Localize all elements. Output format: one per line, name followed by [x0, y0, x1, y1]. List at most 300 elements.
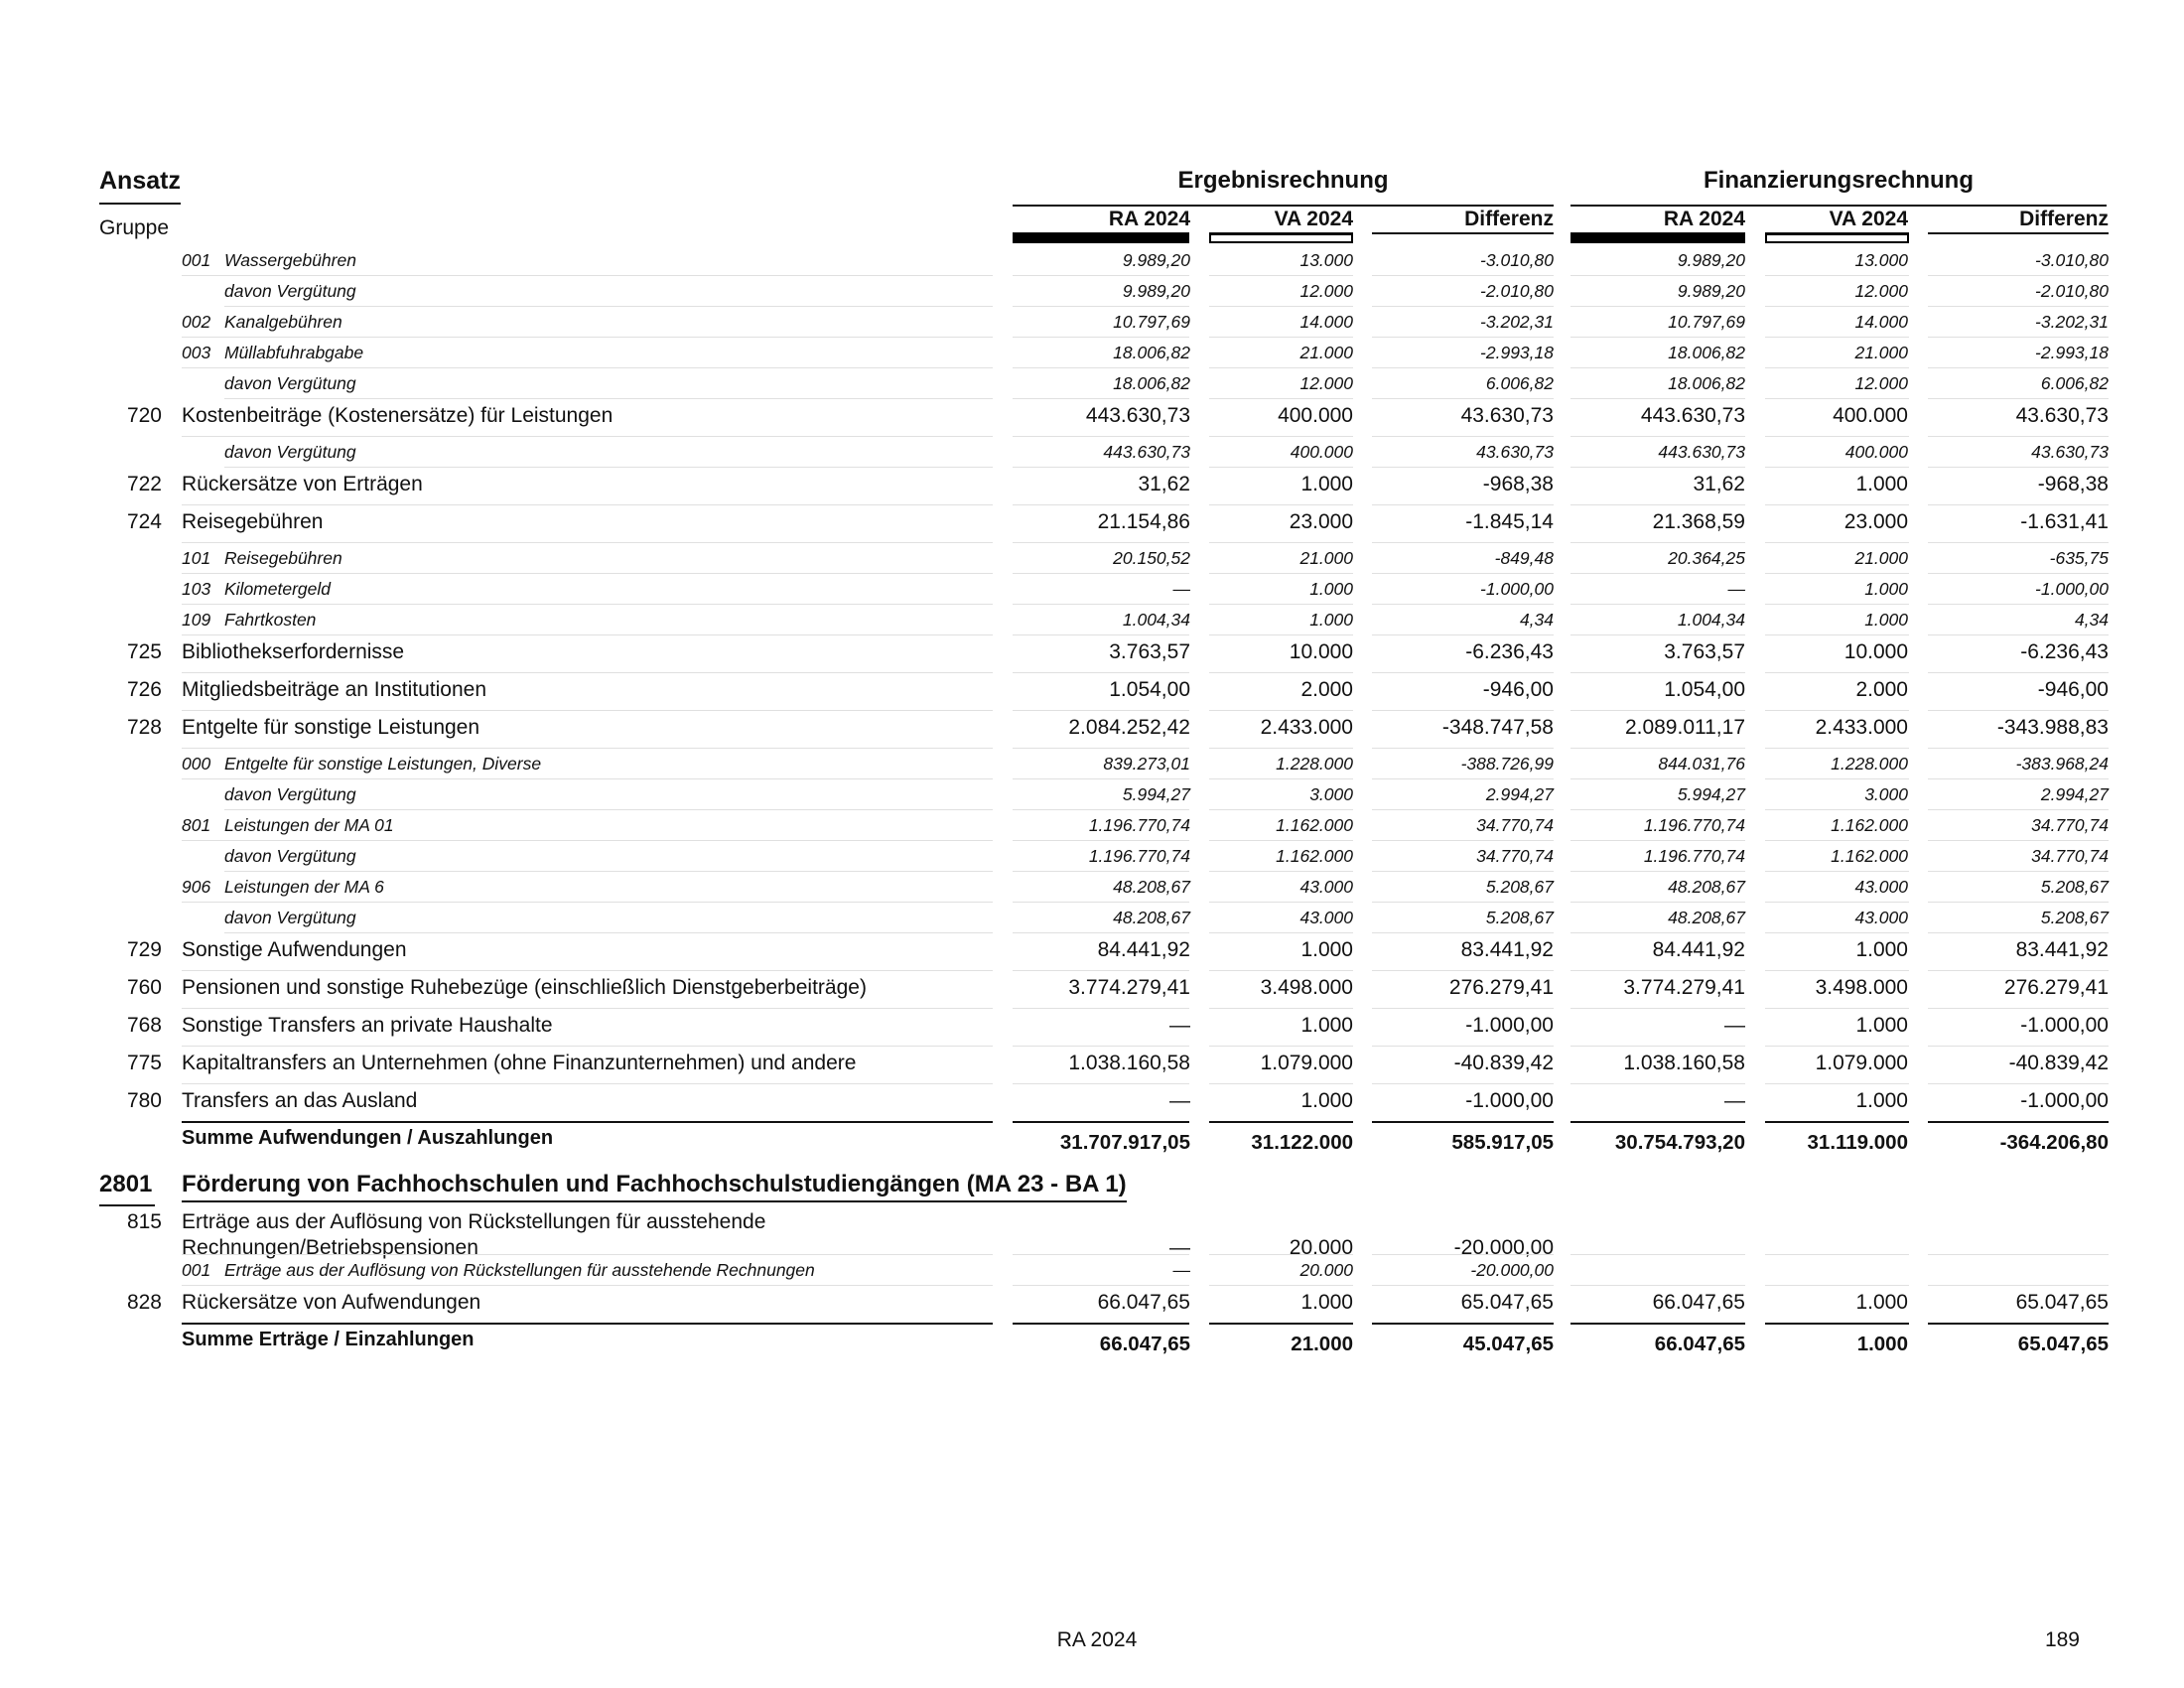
- cell-value: 18.006,82: [1668, 373, 1745, 393]
- row-separator: [1570, 840, 1745, 841]
- cell-value: 400.000: [1290, 442, 1353, 462]
- row-separator: [1209, 467, 1353, 468]
- row-separator: [1765, 1008, 1909, 1009]
- row-separator: [1013, 398, 1189, 399]
- cell-value: 276.279,41: [2003, 976, 2109, 999]
- cell-value: -3.010,80: [2035, 250, 2109, 270]
- row-separator: [1765, 367, 1909, 368]
- row-separator: [1765, 275, 1909, 276]
- cell-value: 3.763,57: [1109, 640, 1190, 663]
- cell-value: 48.208,67: [1668, 908, 1745, 927]
- cell-value: 6.006,82: [1485, 373, 1554, 393]
- cell-value: 43.000: [1299, 877, 1353, 897]
- cell-value: -946,00: [2037, 678, 2109, 701]
- row-separator: [1928, 1083, 2109, 1084]
- cell-value: 13.000: [1854, 250, 1908, 270]
- row-separator: [182, 902, 993, 903]
- row-separator: [1013, 604, 1189, 605]
- cell-value: 400.000: [1278, 404, 1353, 427]
- cell-value: 21.000: [1854, 343, 1908, 362]
- cell-value: 6.006,82: [2040, 373, 2109, 393]
- cell-value: 12.000: [1854, 373, 1908, 393]
- cell-value: 43.630,73: [1460, 404, 1554, 427]
- row-separator: [1570, 1008, 1745, 1009]
- group-heading-ergebnisrechnung: Ergebnisrechnung: [1177, 167, 1389, 194]
- cell-value: -383.968,24: [2015, 754, 2109, 774]
- cell-value: 66.047,65: [1097, 1291, 1190, 1314]
- row-separator: [1372, 778, 1554, 779]
- row-label: Kilometergeld: [224, 579, 331, 599]
- row-separator: [1209, 604, 1353, 605]
- row-code: 828: [126, 1291, 162, 1314]
- row-code: 720: [126, 404, 162, 427]
- sum-label: Summe Aufwendungen / Auszahlungen: [182, 1127, 554, 1149]
- row-separator: [1570, 634, 1745, 635]
- row-code: 000: [182, 754, 211, 774]
- cell-value: 5.994,27: [1677, 784, 1745, 804]
- row-separator: [1013, 871, 1189, 872]
- row-separator: [1570, 306, 1745, 307]
- row-label: Rückersätze von Erträgen: [182, 473, 423, 495]
- row-separator: [1765, 1121, 1909, 1123]
- cell-value: 66.047,65: [1654, 1333, 1745, 1355]
- row-separator: [1765, 932, 1909, 933]
- cell-value: 5.994,27: [1122, 784, 1190, 804]
- row-separator: [1570, 467, 1745, 468]
- row-separator: [182, 1008, 993, 1009]
- cell-value: 1.228.000: [1831, 754, 1908, 774]
- table-row: [0, 1210, 2184, 1260]
- row-separator: [1928, 710, 2109, 711]
- cell-value: 12.000: [1299, 373, 1353, 393]
- row-separator: [1570, 1121, 1745, 1123]
- row-separator: [1372, 871, 1554, 872]
- row-label: Transfers an das Ausland: [182, 1089, 418, 1112]
- row-code: 780: [126, 1089, 162, 1112]
- row-separator: [1928, 367, 2109, 368]
- row-code: 768: [126, 1014, 162, 1037]
- row-separator: [1209, 436, 1353, 437]
- cell-value: -1.000,00: [2020, 1089, 2109, 1112]
- row-separator: [224, 809, 993, 810]
- cell-value: 43.000: [1854, 908, 1908, 927]
- cell-value: -968,38: [2037, 473, 2109, 495]
- cell-value: 31,62: [1138, 473, 1190, 495]
- row-separator: [182, 542, 993, 543]
- cell-value: 30.754.793,20: [1614, 1131, 1745, 1154]
- row-code: 760: [126, 976, 162, 999]
- column-header-fr-va: VA 2024: [1829, 208, 1908, 230]
- cell-value: 10.797,69: [1668, 312, 1745, 332]
- row-separator: [1765, 809, 1909, 810]
- row-separator: [1372, 1046, 1554, 1047]
- row-separator: [1928, 1323, 2109, 1325]
- cell-value: 20.000: [1289, 1236, 1353, 1259]
- table-row: [0, 716, 2184, 754]
- cell-value: -1.000,00: [1480, 579, 1554, 599]
- row-separator: [1765, 778, 1909, 779]
- column-header-er-va: VA 2024: [1274, 208, 1353, 230]
- column-rule: [1928, 232, 2109, 234]
- row-separator: [1372, 398, 1554, 399]
- cell-value: 21.154,86: [1097, 510, 1190, 533]
- cell-value: 4,34: [1519, 610, 1554, 630]
- cell-value: 1.162.000: [1276, 846, 1353, 866]
- cell-value: 2.994,27: [2040, 784, 2109, 804]
- row-separator: [1570, 932, 1745, 933]
- cell-value: —: [1724, 1089, 1745, 1112]
- cell-value: -1.000,00: [1465, 1089, 1554, 1112]
- table-row: [0, 640, 2184, 678]
- cell-value: —: [1172, 1260, 1190, 1280]
- table-row: [0, 610, 2184, 640]
- cell-value: 1.196.770,74: [1643, 815, 1745, 835]
- cell-value: 443.630,73: [1658, 442, 1745, 462]
- section-code-underline: [99, 1204, 155, 1206]
- cell-value: 34.770,74: [2031, 815, 2109, 835]
- row-separator: [1209, 710, 1353, 711]
- row-separator: [1928, 1121, 2109, 1123]
- row-separator: [1570, 871, 1745, 872]
- row-code: 728: [126, 716, 162, 739]
- row-separator: [1013, 634, 1189, 635]
- cell-value: 2.000: [1855, 678, 1908, 701]
- cell-value: -2.010,80: [2035, 281, 2109, 301]
- row-separator: [1013, 778, 1189, 779]
- row-separator: [1765, 1254, 1909, 1255]
- row-separator: [1570, 672, 1745, 673]
- row-separator: [1570, 1254, 1745, 1255]
- table-row: [0, 908, 2184, 938]
- cell-value: —: [1169, 1014, 1190, 1037]
- cell-value: -1.000,00: [2035, 579, 2109, 599]
- cell-value: 43.000: [1299, 908, 1353, 927]
- group-heading-finanzierungsrechnung: Finanzierungsrechnung: [1703, 167, 1974, 194]
- cell-value: 9.989,20: [1677, 281, 1745, 301]
- row-separator: [1928, 778, 2109, 779]
- row-separator: [1013, 275, 1189, 276]
- cell-value: 65.047,65: [2015, 1291, 2109, 1314]
- cell-value: -1.000,00: [1465, 1014, 1554, 1037]
- row-separator: [1928, 748, 2109, 749]
- row-separator: [1570, 809, 1745, 810]
- row-separator: [1765, 1323, 1909, 1325]
- row-separator: [1209, 778, 1353, 779]
- row-separator: [1765, 467, 1909, 468]
- row-separator: [1372, 1254, 1554, 1255]
- row-separator: [1013, 710, 1189, 711]
- row-separator: [1928, 573, 2109, 574]
- cell-value: 1.054,00: [1664, 678, 1745, 701]
- row-separator: [1765, 672, 1909, 673]
- sum-row: [0, 1127, 2184, 1167]
- table-row: [0, 510, 2184, 548]
- row-code: 801: [182, 815, 211, 835]
- cell-value: 34.770,74: [1476, 815, 1554, 835]
- row-separator: [1013, 573, 1189, 574]
- row-separator: [1372, 542, 1554, 543]
- row-separator: [1928, 1285, 2109, 1286]
- cell-value: 23.000: [1289, 510, 1353, 533]
- row-separator: [1570, 710, 1745, 711]
- cell-value: 84.441,92: [1097, 938, 1190, 961]
- table-row: [0, 250, 2184, 281]
- row-separator: [1372, 970, 1554, 971]
- row-separator: [1013, 1285, 1189, 1286]
- table-row: [0, 442, 2184, 473]
- table-row: [0, 1052, 2184, 1089]
- cell-value: 21.000: [1291, 1333, 1353, 1355]
- row-separator: [1013, 748, 1189, 749]
- cell-value: -6.236,43: [1465, 640, 1554, 663]
- section-code: 2801: [99, 1171, 153, 1197]
- row-separator: [1928, 504, 2109, 505]
- row-separator: [1570, 970, 1745, 971]
- cell-value: 23.000: [1843, 510, 1908, 533]
- row-code: 724: [126, 510, 162, 533]
- cell-value: 20.150,52: [1113, 548, 1190, 568]
- cell-value: 5.208,67: [2040, 877, 2109, 897]
- table-row: [0, 815, 2184, 846]
- cell-value: 9.989,20: [1122, 281, 1190, 301]
- va-indicator-bar: [1765, 233, 1909, 243]
- cell-value: 5.208,67: [2040, 908, 2109, 927]
- row-separator: [1372, 932, 1554, 933]
- cell-value: 1.000: [1864, 579, 1908, 599]
- row-separator: [1209, 367, 1353, 368]
- cell-value: 3.498.000: [1260, 976, 1353, 999]
- cell-value: -1.000,00: [2020, 1014, 2109, 1037]
- row-separator: [182, 367, 993, 368]
- row-separator: [1209, 1285, 1353, 1286]
- column-header-er-diff: Differenz: [1464, 208, 1554, 230]
- row-label-continued: Rechnungen/Betriebspensionen: [182, 1236, 478, 1259]
- cell-value: 48.208,67: [1113, 877, 1190, 897]
- row-separator: [1570, 275, 1745, 276]
- cell-value: -388.726,99: [1460, 754, 1554, 774]
- row-separator: [1928, 1008, 2109, 1009]
- cell-value: 12.000: [1299, 281, 1353, 301]
- ansatz-underline: [99, 203, 181, 205]
- row-separator: [1209, 1046, 1353, 1047]
- cell-value: 844.031,76: [1658, 754, 1745, 774]
- row-separator: [182, 504, 993, 505]
- row-separator: [1013, 367, 1189, 368]
- row-separator: [182, 1254, 993, 1255]
- cell-value: 43.630,73: [1476, 442, 1554, 462]
- row-code: 001: [182, 250, 211, 270]
- row-separator: [1372, 1083, 1554, 1084]
- cell-value: 1.000: [1309, 610, 1353, 630]
- row-separator: [1372, 809, 1554, 810]
- row-separator: [182, 1046, 993, 1047]
- cell-value: 1.000: [1855, 1014, 1908, 1037]
- cell-value: 3.763,57: [1664, 640, 1745, 663]
- row-separator: [1209, 306, 1353, 307]
- row-label: Rückersätze von Aufwendungen: [182, 1291, 481, 1314]
- row-label: Fahrtkosten: [224, 610, 317, 630]
- table-row: [0, 343, 2184, 373]
- cell-value: 20.364,25: [1668, 548, 1745, 568]
- cell-value: 84.441,92: [1652, 938, 1745, 961]
- row-separator: [1570, 573, 1745, 574]
- cell-value: 1.079.000: [1815, 1052, 1908, 1074]
- cell-value: 1.228.000: [1276, 754, 1353, 774]
- cell-value: 2.084.252,42: [1068, 716, 1190, 739]
- row-code: 103: [182, 579, 211, 599]
- row-code: 003: [182, 343, 211, 362]
- ra-indicator-bar: [1013, 233, 1189, 243]
- row-separator: [1013, 672, 1189, 673]
- cell-value: 1.000: [1300, 473, 1353, 495]
- row-separator: [1372, 1121, 1554, 1123]
- row-separator: [1372, 367, 1554, 368]
- cell-value: 2.089.011,17: [1624, 716, 1745, 739]
- row-label: Leistungen der MA 6: [224, 877, 384, 897]
- row-label: Leistungen der MA 01: [224, 815, 394, 835]
- cell-value: 43.000: [1854, 877, 1908, 897]
- table-row: [0, 976, 2184, 1014]
- cell-value: 443.630,73: [1085, 404, 1190, 427]
- row-separator: [1209, 748, 1353, 749]
- cell-value: 1.000: [1856, 1333, 1908, 1355]
- cell-value: -343.988,83: [1996, 716, 2109, 739]
- table-row: [0, 548, 2184, 579]
- row-separator: [1372, 672, 1554, 673]
- cell-value: 1.000: [1300, 938, 1353, 961]
- cell-value: -2.993,18: [2035, 343, 2109, 362]
- cell-value: 1.000: [1855, 938, 1908, 961]
- row-separator: [1928, 970, 2109, 971]
- row-label: davon Vergütung: [224, 784, 356, 804]
- table-row: [0, 373, 2184, 404]
- cell-value: -968,38: [1482, 473, 1554, 495]
- cell-value: 5.208,67: [1485, 908, 1554, 927]
- row-code: 775: [126, 1052, 162, 1074]
- row-separator: [1765, 398, 1909, 399]
- row-separator: [1013, 542, 1189, 543]
- row-separator: [182, 436, 993, 437]
- table-row: [0, 754, 2184, 784]
- row-label: davon Vergütung: [224, 846, 356, 866]
- cell-value: 34.770,74: [2031, 846, 2109, 866]
- table-row: [0, 312, 2184, 343]
- cell-value: 18.006,82: [1113, 373, 1190, 393]
- row-separator: [1765, 871, 1909, 872]
- row-separator: [182, 1121, 993, 1123]
- row-separator: [1209, 275, 1353, 276]
- row-separator: [1372, 1285, 1554, 1286]
- row-separator: [1209, 542, 1353, 543]
- row-separator: [1765, 542, 1909, 543]
- row-separator: [1013, 504, 1189, 505]
- cell-value: -40.839,42: [1453, 1052, 1554, 1074]
- row-separator: [1570, 542, 1745, 543]
- cell-value: -3.202,31: [2035, 312, 2109, 332]
- cell-value: 1.162.000: [1831, 815, 1908, 835]
- cell-value: -3.202,31: [1480, 312, 1554, 332]
- column-header-fr-diff: Differenz: [2019, 208, 2109, 230]
- row-separator: [1209, 1083, 1353, 1084]
- row-separator: [1570, 748, 1745, 749]
- row-code: 722: [126, 473, 162, 495]
- row-separator: [1928, 809, 2109, 810]
- cell-value: 10.000: [1289, 640, 1353, 663]
- cell-value: 43.630,73: [2031, 442, 2109, 462]
- row-separator: [182, 1083, 993, 1084]
- group-rule-ergebnis: [1013, 205, 1554, 207]
- table-row: [0, 404, 2184, 442]
- row-label: Sonstige Aufwendungen: [182, 938, 407, 961]
- row-separator: [1928, 634, 2109, 635]
- cell-value: 1.000: [1855, 1291, 1908, 1314]
- row-separator: [1013, 1254, 1189, 1255]
- row-separator: [1928, 902, 2109, 903]
- ansatz-heading: Ansatz: [99, 167, 181, 195]
- cell-value: 21.000: [1299, 343, 1353, 362]
- row-separator: [1765, 710, 1909, 711]
- row-code: 725: [126, 640, 162, 663]
- table-row: [0, 281, 2184, 312]
- row-separator: [1372, 436, 1554, 437]
- cell-value: -849,48: [1494, 548, 1554, 568]
- row-separator: [1928, 1046, 2109, 1047]
- row-separator: [1013, 1008, 1189, 1009]
- cell-value: 14.000: [1299, 312, 1353, 332]
- row-separator: [1765, 1285, 1909, 1286]
- row-separator: [1013, 1083, 1189, 1084]
- row-label: Mitgliedsbeiträge an Institutionen: [182, 678, 487, 701]
- cell-value: 2.433.000: [1260, 716, 1353, 739]
- cell-value: -20.000,00: [1470, 1260, 1554, 1280]
- cell-value: 1.196.770,74: [1643, 846, 1745, 866]
- cell-value: 48.208,67: [1113, 908, 1190, 927]
- row-separator: [1928, 871, 2109, 872]
- row-separator: [182, 337, 993, 338]
- cell-value: —: [1724, 1014, 1745, 1037]
- row-separator: [1013, 1323, 1189, 1325]
- row-separator: [182, 1323, 993, 1325]
- row-separator: [1765, 573, 1909, 574]
- row-separator: [1928, 604, 2109, 605]
- cell-value: -348.747,58: [1441, 716, 1554, 739]
- row-separator: [1209, 337, 1353, 338]
- row-separator: [1209, 1254, 1353, 1255]
- ra-indicator-bar: [1570, 233, 1745, 243]
- row-separator: [1013, 809, 1189, 810]
- column-header-fr-ra: RA 2024: [1663, 208, 1745, 230]
- cell-value: -1.845,14: [1465, 510, 1554, 533]
- cell-value: 400.000: [1844, 442, 1908, 462]
- group-rule-finanzierung: [1570, 205, 2107, 207]
- row-label: Wassergebühren: [224, 250, 356, 270]
- cell-value: 3.000: [1309, 784, 1353, 804]
- row-separator: [1372, 504, 1554, 505]
- row-label: Reisegebühren: [224, 548, 342, 568]
- cell-value: 65.047,65: [1460, 1291, 1554, 1314]
- cell-value: 1.000: [1300, 1089, 1353, 1112]
- table-row: [0, 1014, 2184, 1052]
- row-code: 729: [126, 938, 162, 961]
- row-label: Kanalgebühren: [224, 312, 342, 332]
- row-separator: [1372, 748, 1554, 749]
- row-separator: [1765, 1046, 1909, 1047]
- row-separator: [1765, 970, 1909, 971]
- cell-value: 276.279,41: [1448, 976, 1554, 999]
- cell-value: 1.079.000: [1260, 1052, 1353, 1074]
- cell-value: 66.047,65: [1652, 1291, 1745, 1314]
- row-separator: [1372, 1008, 1554, 1009]
